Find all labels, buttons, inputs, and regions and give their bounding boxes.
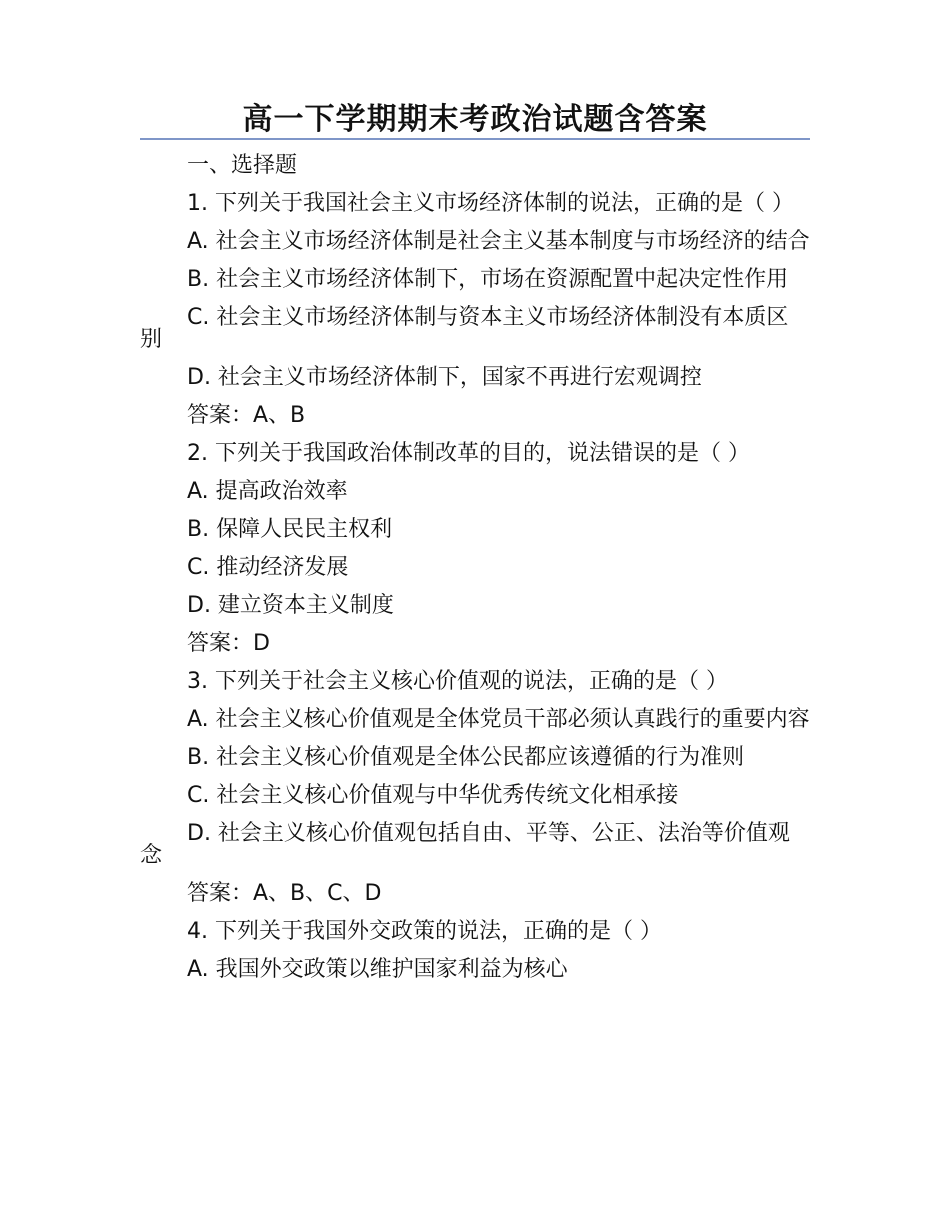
question-2-answer: 答案：D [187,631,270,656]
title-underline [140,138,810,140]
section-heading: 一、选择题 [187,153,298,178]
question-1-stem: 1. 下列关于我国社会主义市场经济体制的说法，正确的是（ ） [187,191,794,216]
question-2-option-d: D. 建立资本主义制度 [187,593,394,618]
question-1-option-a: A. 社会主义市场经济体制是社会主义基本制度与市场经济的结合 [187,229,810,254]
question-2-option-c: C. 推动经济发展 [187,555,349,580]
question-1-option-c: C. 社会主义市场经济体制与资本主义市场经济体制没有本质区别 [140,305,789,352]
question-3-option-a: A. 社会主义核心价值观是全体党员干部必须认真践行的重要内容 [187,707,810,732]
question-4-stem: 4. 下列关于我国外交政策的说法，正确的是（ ） [187,919,662,944]
question-4-option-a: A. 我国外交政策以维护国家利益为核心 [187,957,568,982]
question-3-option-b: B. 社会主义核心价值观是全体公民都应该遵循的行为准则 [187,745,745,770]
question-3-option-c: C. 社会主义核心价值观与中华优秀传统文化相承接 [187,783,679,808]
document-title: 高一下学期期末考政治试题含答案 [242,102,708,137]
question-1-answer: 答案：A、B [187,403,306,428]
question-2-stem: 2. 下列关于我国政治体制改革的目的，说法错误的是（ ） [187,441,750,466]
question-3-stem: 3. 下列关于社会主义核心价值观的说法，正确的是（ ） [187,669,728,694]
question-3-option-d: D. 社会主义核心价值观包括自由、平等、公正、法治等价值观念 [140,821,790,868]
document-body [140,155,810,997]
question-1-option-d: D. 社会主义市场经济体制下，国家不再进行宏观调控 [187,365,702,390]
question-2-option-b: B. 保障人民民主权利 [187,517,393,542]
question-3-answer: 答案：A、B、C、D [187,881,382,906]
question-1-option-b: B. 社会主义市场经济体制下，市场在资源配置中起决定性作用 [187,267,789,292]
question-2-option-a: A. 提高政治效率 [187,479,348,504]
